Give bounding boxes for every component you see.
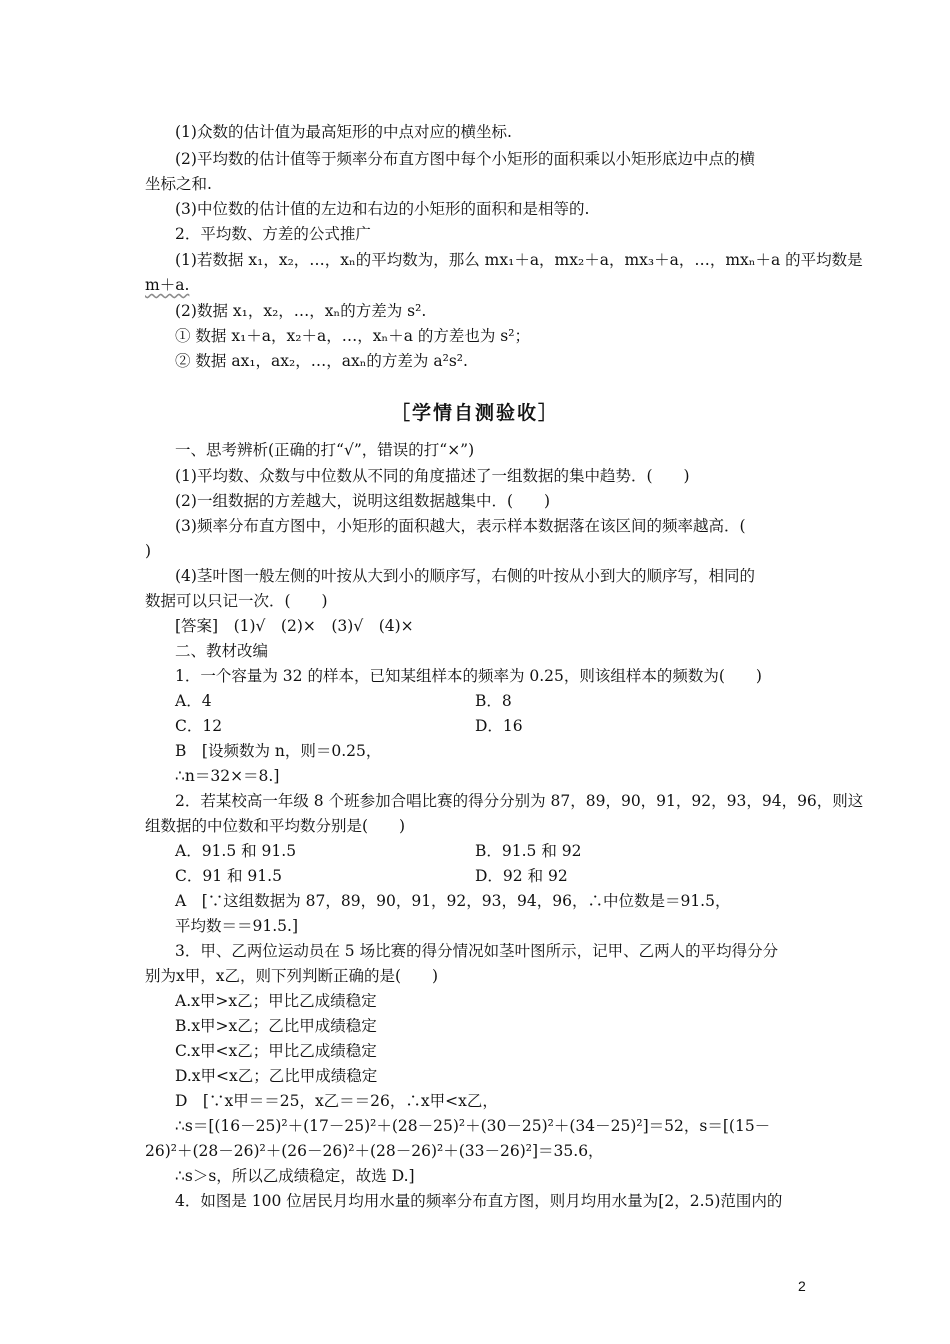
formula-mean-line1: (1)若数据 x₁，x₂，…，xₙ的平均数为，那么 mx₁＋a，mx₂＋a，mx₃＋a，…，mxₙ＋a 的平均数是 (175, 251, 863, 269)
heading-formula: 2．平均数、方差的公式推广 (175, 225, 371, 243)
note-mean-line1: (2)平均数的估计值等于频率分布直方图中每个小矩形的面积乘以小矩形底边中点的横 (175, 150, 755, 168)
formula-variance: (2)数据 x₁，x₂，…，xₙ的方差为 s². (175, 302, 427, 320)
question-2: 2．若某校高一年级 8 个班参加合唱比赛的得分分别为 87，89，90，91，92，93，94，96，则这 (175, 792, 864, 810)
text-line: ) (145, 542, 152, 560)
solution-line: D [∵x甲＝＝25，x乙＝＝26，∴x甲<x乙， (175, 1092, 498, 1110)
answer-line: [答案] (1)√ (2)× (3)√ (4)× (175, 617, 414, 635)
solution-line: B [设频数为 n，则＝0.25， (175, 742, 382, 760)
formula-mean-line2: m＋a. (145, 276, 190, 294)
question-4: 4．如图是 100 位居民月均用水量的频率分布直方图，则月均用水量为[2，2.5)范围内的 (175, 1192, 783, 1210)
text-line: (4)茎叶图一般左侧的叶按从大到小的顺序写，右侧的叶按从小到大的顺序写，相同的 (175, 567, 755, 585)
note-mean-line2: 坐标之和. (145, 175, 212, 193)
question-3: 3．甲、乙两位运动员在 5 场比赛的得分情况如茎叶图所示，记甲、乙两人的平均得分分 (175, 942, 779, 960)
solution-line: ∴s＞s，所以乙成绩稳定，故选 D.] (175, 1167, 415, 1185)
option-c: C．12 (175, 717, 223, 735)
formula-variance-shift: ① 数据 x₁＋a，x₂＋a，…，xₙ＋a 的方差也为 s²； (175, 327, 530, 345)
question-2-cont: 组数据的中位数和平均数分别是( ) (145, 817, 406, 835)
section-title: ［学情自测验收］ (390, 402, 559, 424)
question-1: 1．一个容量为 32 的样本，已知某组样本的频率为 0.25，则该组样本的频数为( ) (175, 667, 762, 685)
solution-line: 平均数＝＝91.5.] (175, 917, 298, 935)
solution-line: 26)²＋(28－26)²＋(26－26)²＋(28－26)²＋(33－26)²]＝35.6， (145, 1142, 604, 1160)
option-b: B.x甲>x乙；乙比甲成绩稳定 (175, 1017, 377, 1035)
option-d: D．92 和 92 (475, 867, 568, 885)
page-number: 2 (798, 1278, 806, 1294)
option-c: C.x甲<x乙；甲比乙成绩稳定 (175, 1042, 377, 1060)
question-3-cont: 别为x甲，x乙，则下列判断正确的是( ) (145, 967, 439, 985)
text-line: (2)一组数据的方差越大，说明这组数据越集中．( ) (175, 492, 551, 510)
text-line: 二、教材改编 (175, 642, 269, 660)
option-d: D.x甲<x乙；乙比甲成绩稳定 (175, 1067, 378, 1085)
option-d: D．16 (475, 717, 523, 735)
solution-line: A [∵这组数据为 87，89，90，91，92，93，94，96，∴中位数是＝91.5， (175, 892, 731, 910)
option-c: C．91 和 91.5 (175, 867, 282, 885)
option-b: B．8 (475, 692, 512, 710)
option-a: A．91.5 和 91.5 (175, 842, 297, 860)
formula-variance-scale: ② 数据 ax₁，ax₂，…，axₙ的方差为 a²s². (175, 352, 468, 370)
text-line: (1)平均数、众数与中位数从不同的角度描述了一组数据的集中趋势．( ) (175, 467, 690, 485)
solution-line: ∴s＝[(16－25)²＋(17－25)²＋(28－25)²＋(30－25)²＋(34－25)²]＝52，s＝[(15－ (175, 1117, 771, 1135)
solution-line: ∴n＝32×＝8.] (175, 767, 280, 785)
option-b: B．91.5 和 92 (475, 842, 582, 860)
text-line: (3)频率分布直方图中，小矩形的面积越大，表示样本数据落在该区间的频率越高．( (175, 517, 746, 535)
option-a: A.x甲>x乙；甲比乙成绩稳定 (175, 992, 377, 1010)
note-mode: (1)众数的估计值为最高矩形的中点对应的横坐标. (175, 123, 512, 141)
text-line: 数据可以只记一次．( ) (145, 592, 328, 610)
note-median: (3)中位数的估计值的左边和右边的小矩形的面积和是相等的. (175, 200, 590, 218)
text-line: 一、思考辨析(正确的打“√”，错误的打“×”) (175, 441, 475, 459)
option-a: A．4 (175, 692, 212, 710)
